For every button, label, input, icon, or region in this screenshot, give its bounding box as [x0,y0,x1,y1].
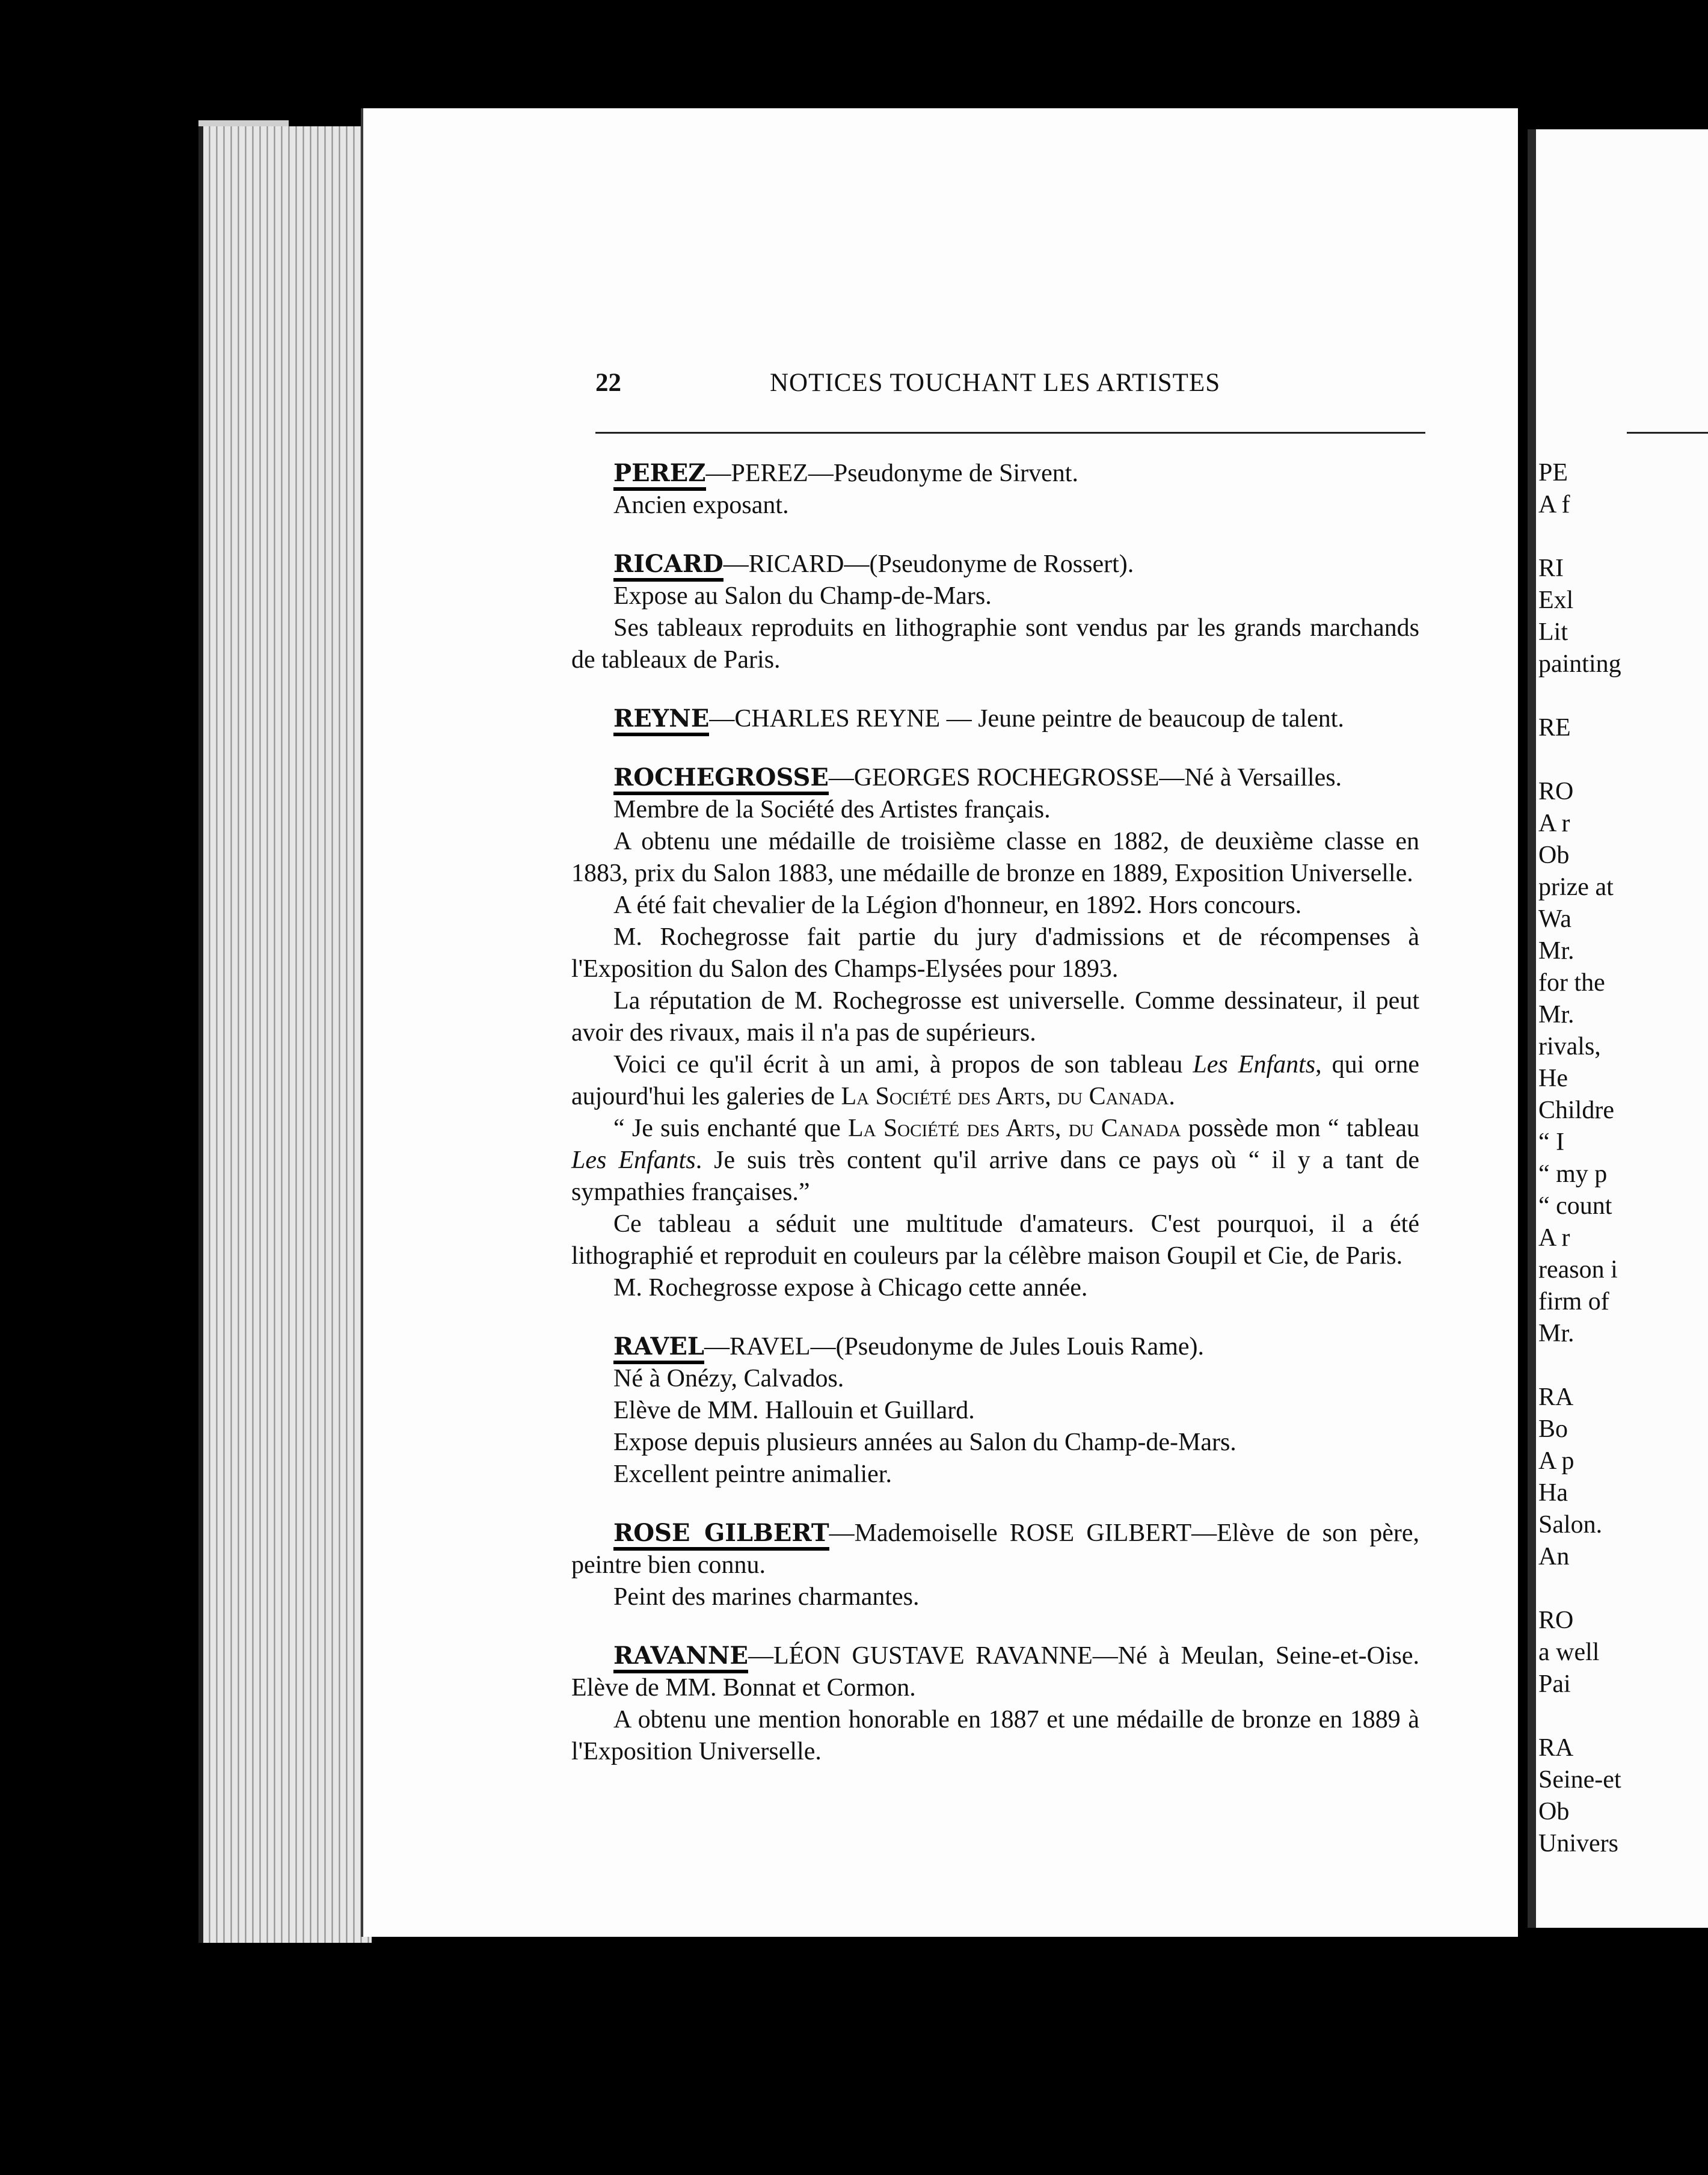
right-page-line: RA [1538,1383,1574,1411]
entry-paragraph: Ce tableau a séduit une multitude d'amateurs. C'est pourquoi, il a été lithographié et reproduit en couleurs par la célèbre maison Goupil et Cie, de Paris. [571,1210,1419,1270]
right-page-line: Mr. [1538,1320,1574,1347]
entry-lead: —CHARLES REYNE — Jeune peintre de beaucoup de talent. [709,705,1344,733]
right-page-line: reason i [1538,1256,1618,1284]
entry-paragraph: Excellent peintre animalier. [613,1460,892,1488]
right-page-line [1538,680,1708,712]
entry-paragraph: Peint des marines charmantes. [613,1583,920,1611]
entry-paragraph: A été fait chevalier de la Légion d'honneur, en 1892. Hors concours. [613,891,1302,919]
text-run: possède mon “ tableau [1181,1115,1419,1142]
entry-rose-gilbert [571,1517,1419,1613]
entry-lead: —LÉON GUSTAVE RAVANNE—Né à Meulan, Seine-et-Oise. Elève de MM. Bonnat et Cormon. [571,1642,1419,1702]
entry-lead: —PEREZ—Pseudonyme de Sirvent. [705,460,1078,487]
right-page-line: Ha [1538,1479,1568,1507]
entry-heading: RAVANNE [613,1641,748,1673]
entry-lead: —RAVEL—(Pseudonyme de Jules Louis Rame). [704,1333,1204,1361]
entry-quote [571,1113,1419,1208]
right-page-line: Exl [1538,586,1574,614]
entry-paragraph: Ses tableaux reproduits en lithographie sont vendus par les grands marchands de tableaux de Paris. [571,614,1419,674]
text-run: . [1169,1083,1175,1110]
right-page-line: RO [1538,778,1574,805]
right-page-line: a well [1538,1638,1600,1666]
right-page-rule [1627,432,1708,434]
entry-ricard [571,548,1419,676]
right-page-line [1538,744,1708,776]
right-page-line: Univers [1538,1830,1618,1857]
text-run: . Je suis très content qu'il arrive dans ce pays où “ il y a tant de sympathies françaises.” [571,1146,1420,1206]
entry-ravel [571,1331,1419,1491]
right-page-line: Salon. [1538,1511,1603,1539]
right-page-line: “ I [1538,1128,1565,1156]
page-edges [198,126,372,1943]
right-page-line [1538,1700,1708,1732]
page-body [571,457,1419,1794]
society-name: La Société des Arts, du Canada [848,1115,1181,1142]
right-page-line: PE [1538,459,1568,487]
entry-paragraph: Ancien exposant. [613,491,789,519]
entry-heading: REYNE [613,704,709,736]
right-page-line: Bo [1538,1415,1568,1443]
entry-ravanne [571,1640,1419,1768]
right-page-line: RO [1538,1607,1574,1634]
running-head [595,368,1431,404]
right-page-line: for the [1538,969,1605,997]
entry-heading: ROSE GILBERT [613,1519,829,1551]
right-page-line [1538,521,1708,553]
right-page-line: Ob [1538,841,1570,869]
right-page-line: Pai [1538,1670,1571,1698]
right-page-line: A r [1538,810,1570,837]
entry-paragraph: A obtenu une mention honorable en 1887 et une médaille de bronze en 1889 à l'Exposition Universelle. [571,1706,1419,1765]
entry-paragraph: A obtenu une médaille de troisième classe en 1882, de deuxième classe en 1883, prix du Salon 1883, une médaille de bronze en 1889, Exposition Universelle. [571,828,1419,887]
right-page-line: Lit [1538,618,1568,646]
header-rule [595,432,1425,434]
entry-paragraph: La réputation de M. Rochegrosse est universelle. Comme dessinateur, il peut avoir des rivaux, mais il n'a pas de supérieurs. [571,987,1419,1047]
artwork-title: Les Enfants [571,1146,696,1174]
right-page-line: “ count [1538,1192,1612,1220]
right-page-line: RE [1538,714,1571,742]
page-number: 22 [595,369,621,397]
entry-paragraph: M. Rochegrosse expose à Chicago cette année. [613,1274,1088,1302]
right-page-line: painting [1538,650,1621,678]
entry-rochegrosse [571,761,1419,1304]
text-run: Voici ce qu'il écrit à un ami, à propos de son tableau [613,1051,1193,1078]
right-page-line: rivals, [1538,1033,1601,1060]
right-page-line [1538,1350,1708,1382]
right-page-line: He [1538,1065,1568,1092]
entry-paragraph: Expose depuis plusieurs années au Salon du Champ-de-Mars. [613,1429,1236,1456]
right-page-line: A f [1538,491,1570,518]
right-page-line: RI [1538,555,1564,582]
entry-paragraph: Né à Onézy, Calvados. [613,1365,844,1392]
right-page-line [1538,1573,1708,1605]
entry-perez [571,457,1419,521]
entry-heading: RICARD [613,550,723,582]
right-page-line: prize at [1538,873,1614,901]
right-page-line: Ob [1538,1798,1570,1826]
entry-paragraph: Elève de MM. Hallouin et Guillard. [613,1397,975,1424]
text-run: , qui orne aujourd'hui les galeries de [571,1051,1419,1110]
text-run: “ Je suis enchanté que [613,1115,848,1142]
right-page-line: Mr. [1538,937,1574,965]
entry-heading: RAVEL [613,1332,704,1364]
right-page-line: Childre [1538,1097,1614,1124]
right-page-line: Mr. [1538,1001,1574,1029]
right-page-line: A r [1538,1224,1570,1252]
right-page-line: A p [1538,1447,1574,1475]
entry-paragraph [571,1049,1419,1113]
right-page-line: Seine-et [1538,1766,1621,1794]
entry-paragraph: M. Rochegrosse fait partie du jury d'admissions et de récompenses à l'Exposition du Salon des Champs-Elysées pour 1893. [571,923,1419,983]
right-page-fragments [1538,457,1708,1860]
entry-reyne [571,703,1419,735]
artwork-title: Les Enfants [1193,1051,1316,1078]
right-page-line: RA [1538,1734,1574,1762]
entry-heading: ROCHEGROSSE [613,763,829,795]
entry-lead: —GEORGES ROCHEGROSSE—Né à Versailles. [828,764,1342,792]
right-page-line: An [1538,1543,1570,1570]
entry-lead: —RICARD—(Pseudonyme de Rossert). [723,550,1134,578]
entry-paragraph: Expose au Salon du Champ-de-Mars. [613,582,992,610]
society-name: La Société des Arts, du Canada [841,1083,1169,1110]
right-page-line: “ my p [1538,1160,1608,1188]
entry-lead: —Mademoiselle ROSE GILBERT—Elève de son père, peintre bien connu. [571,1519,1419,1579]
right-page-line: firm of [1538,1288,1609,1315]
entry-heading: PEREZ [613,459,706,491]
entry-paragraph: Membre de la Société des Artistes français. [613,796,1051,823]
page-title: NOTICES TOUCHANT LES ARTISTES [770,369,1221,397]
right-page-line: Wa [1538,905,1571,933]
